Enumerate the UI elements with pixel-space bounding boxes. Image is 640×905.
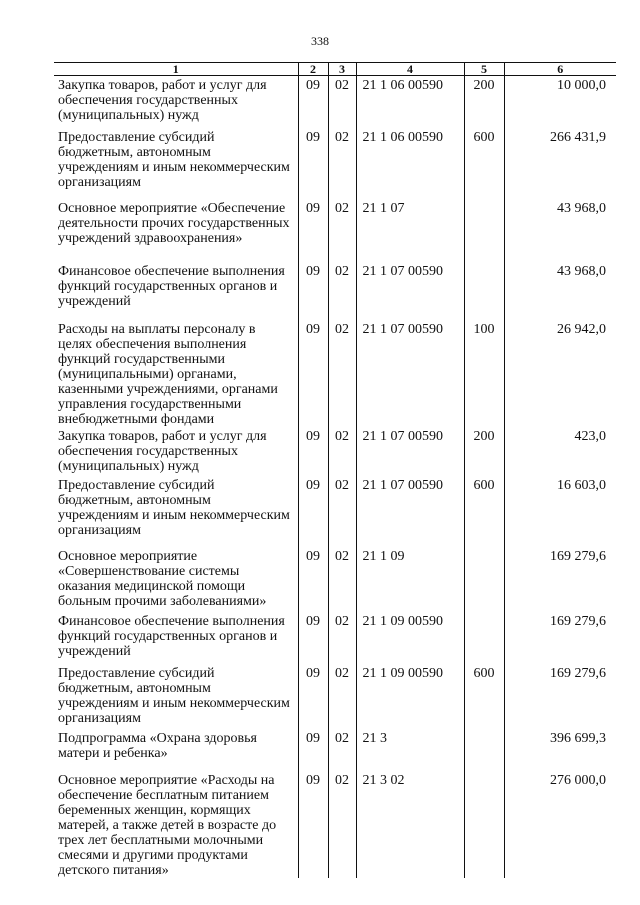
subsection-code: 02	[328, 771, 356, 878]
subsection-code: 02	[328, 547, 356, 612]
expense-type-code: 200	[464, 76, 504, 128]
expense-name: Предоставление субсидий бюджетным, автономным учреждениям и иным некоммерческим организациям	[58, 665, 290, 726]
target-article-code: 21 3 02	[356, 771, 464, 878]
amount: 276 000,0	[504, 771, 616, 878]
expense-name: Подпрограмма «Охрана здоровья матери и ребенка»	[58, 730, 257, 761]
section-code: 09	[298, 612, 328, 664]
expense-type-code: 600	[464, 664, 504, 729]
target-article-code: 21 3	[356, 729, 464, 771]
expense-name: Основное мероприятие «Совершенствование системы оказания медицинской помощи больным прочими заболеваниями»	[58, 548, 267, 609]
section-code: 09	[298, 128, 328, 199]
target-article-code: 21 1 09	[356, 547, 464, 612]
table-row	[54, 729, 616, 771]
table-row	[54, 262, 616, 320]
target-article-code: 21 1 09 00590	[356, 664, 464, 729]
amount: 16 603,0	[504, 476, 616, 547]
budget-table	[54, 62, 616, 878]
expense-type-code: 600	[464, 128, 504, 199]
expense-name: Расходы на выплаты персоналу в целях обеспечения выполнения функций государственными (муниципальными) органами, казенными учреждениями, органами управления государственными внебюджетными фондами	[58, 321, 278, 427]
expense-name: Предоставление субсидий бюджетным, автономным учреждениям и иным некоммерческим организациям	[58, 477, 290, 538]
subsection-code: 02	[328, 612, 356, 664]
table-row	[54, 771, 616, 878]
header-row	[54, 63, 616, 76]
expense-type-code	[464, 262, 504, 320]
amount: 169 279,6	[504, 612, 616, 664]
column-header-6: 6	[504, 63, 616, 76]
subsection-code: 02	[328, 320, 356, 427]
expense-type-code	[464, 199, 504, 262]
expense-type-code: 200	[464, 427, 504, 476]
section-code: 09	[298, 547, 328, 612]
expense-type-code	[464, 612, 504, 664]
expense-type-code: 600	[464, 476, 504, 547]
subsection-code: 02	[328, 262, 356, 320]
expense-name: Финансовое обеспечение выполнения функций государственных органов и учреждений	[58, 613, 285, 659]
subsection-code: 02	[328, 664, 356, 729]
expense-name: Основное мероприятие «Расходы на обеспечение бесплатным питанием беременных женщин, кормящих матерей, а также детей в возрасте до трех лет бесплатными молочными смесями и другими продуктами детского питания»	[58, 772, 277, 878]
table-row	[54, 547, 616, 612]
amount: 266 431,9	[504, 128, 616, 199]
subsection-code: 02	[328, 427, 356, 476]
column-header-3: 3	[328, 63, 356, 76]
expense-name: Предоставление субсидий бюджетным, автономным учреждениям и иным некоммерческим организациям	[58, 129, 290, 190]
amount: 26 942,0	[504, 320, 616, 427]
expense-type-code	[464, 729, 504, 771]
expense-name: Закупка товаров, работ и услуг для обеспечения государственных (муниципальных) нужд	[58, 78, 267, 123]
target-article-code: 21 1 07	[356, 199, 464, 262]
section-code: 09	[298, 262, 328, 320]
table-row	[54, 76, 616, 128]
expense-type-code	[464, 771, 504, 878]
expense-type-code: 100	[464, 320, 504, 427]
section-code: 09	[298, 199, 328, 262]
expense-name: Основное мероприятие «Обеспечение деятельности прочих государственных учреждений здравоохранения»	[58, 200, 290, 246]
amount: 10 000,0	[504, 76, 616, 128]
section-code: 09	[298, 664, 328, 729]
subsection-code: 02	[328, 199, 356, 262]
column-header-2: 2	[298, 63, 328, 76]
amount: 43 968,0	[504, 262, 616, 320]
page-number: 338	[311, 34, 329, 48]
target-article-code: 21 1 07 00590	[356, 320, 464, 427]
section-code: 09	[298, 729, 328, 771]
expense-name: Финансовое обеспечение выполнения функций государственных органов и учреждений	[58, 263, 285, 309]
target-article-code: 21 1 07 00590	[356, 262, 464, 320]
subsection-code: 02	[328, 476, 356, 547]
subsection-code: 02	[328, 128, 356, 199]
table-row	[54, 476, 616, 547]
section-code: 09	[298, 320, 328, 427]
amount: 169 279,6	[504, 547, 616, 612]
expense-name: Закупка товаров, работ и услуг для обеспечения государственных (муниципальных) нужд	[58, 428, 267, 474]
table-row	[54, 128, 616, 199]
amount: 169 279,6	[504, 664, 616, 729]
section-code: 09	[298, 476, 328, 547]
amount: 43 968,0	[504, 199, 616, 262]
column-header-1: 1	[54, 63, 298, 76]
column-header-5: 5	[464, 63, 504, 76]
target-article-code: 21 1 06 00590	[356, 76, 464, 128]
section-code: 09	[298, 76, 328, 128]
amount: 396 699,3	[504, 729, 616, 771]
table-row	[54, 427, 616, 476]
amount: 423,0	[504, 427, 616, 476]
target-article-code: 21 1 07 00590	[356, 476, 464, 547]
column-header-4: 4	[356, 63, 464, 76]
section-code: 09	[298, 771, 328, 878]
table-row	[54, 664, 616, 729]
table-body	[54, 76, 616, 878]
subsection-code: 02	[328, 76, 356, 128]
section-code: 09	[298, 427, 328, 476]
table-header	[54, 63, 616, 76]
table-row	[54, 320, 616, 427]
expense-type-code	[464, 547, 504, 612]
table-row	[54, 612, 616, 664]
subsection-code: 02	[328, 729, 356, 771]
target-article-code: 21 1 09 00590	[356, 612, 464, 664]
target-article-code: 21 1 06 00590	[356, 128, 464, 199]
table-row	[54, 199, 616, 262]
target-article-code: 21 1 07 00590	[356, 427, 464, 476]
